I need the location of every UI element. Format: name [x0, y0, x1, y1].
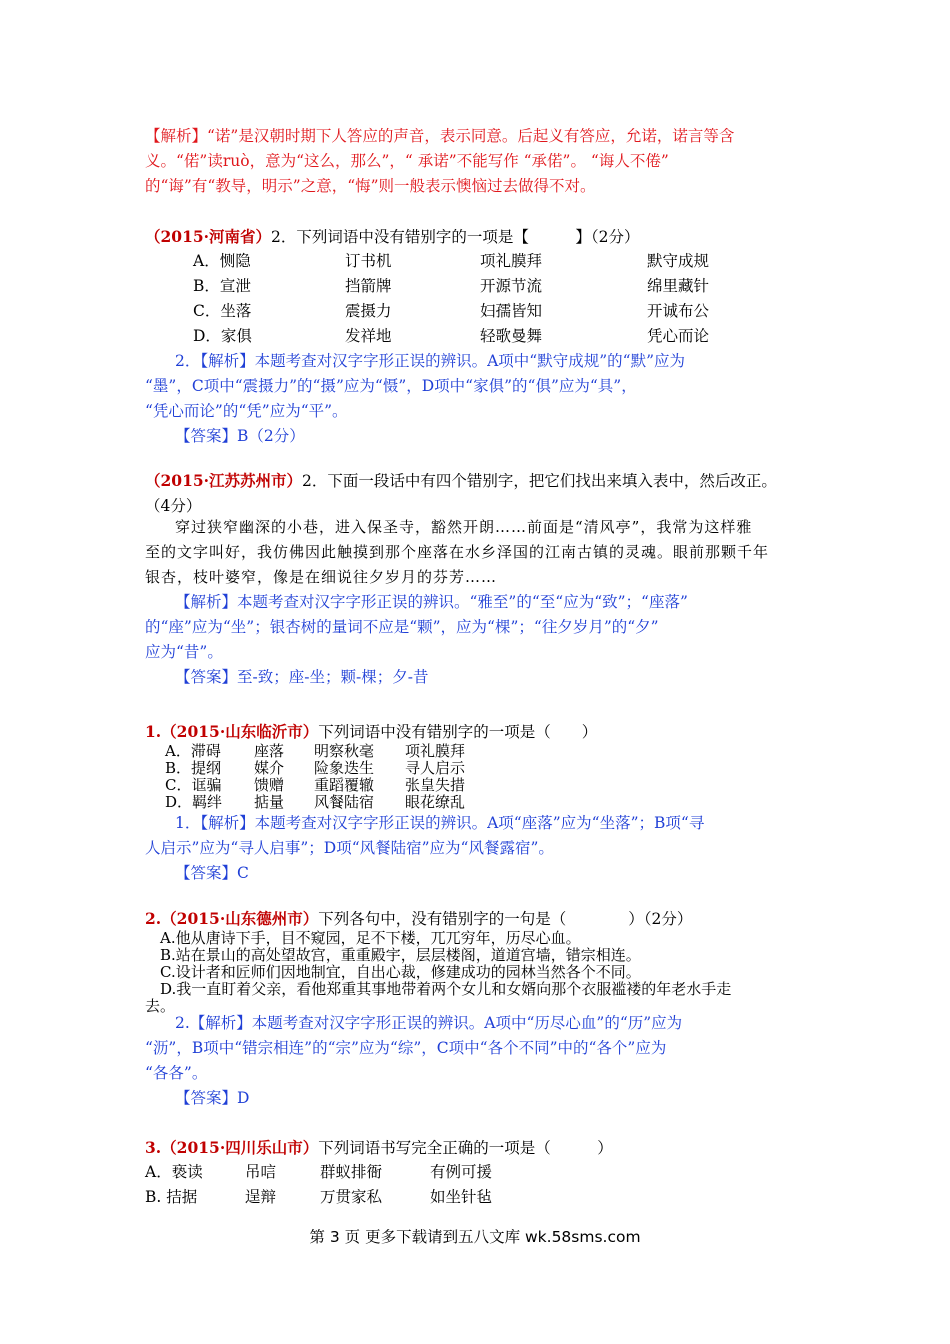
option-cell: D．家俱 [193, 327, 252, 345]
option-cell: 馈赠 [254, 776, 285, 794]
intro-analysis [145, 124, 734, 199]
option-line: B.站在景山的高处望故宫，重重殿宇，层层楼阁，道道宫墙，错宗相连。 [160, 946, 641, 964]
option-row [193, 249, 793, 274]
analysis-line: “凭心而论”的“凭”应为“平”。 [145, 402, 348, 420]
analysis-line: 2．【解析】本题考查对汉字字形正误的辨识。A项中“默守成规”的“默”应为 [175, 352, 686, 370]
henan-answer: 【答案】B（2分） [175, 427, 305, 445]
option-row [145, 1185, 645, 1210]
suzhou-answer: 【答案】至-致；座-坐；颗-棵；夕-昔 [175, 668, 429, 686]
question-source: 3.（2015·四川乐山市） [145, 1138, 319, 1157]
option-cell: C．诓骗 [165, 776, 222, 794]
question-source: 1.（2015·山东临沂市） [145, 722, 319, 741]
question-text: （4分） [145, 497, 202, 515]
option-cell: 有例可援 [430, 1163, 493, 1181]
question-text: 下列各句中，没有错别字的一句是（ ）（2分） [318, 910, 693, 928]
page-footer: 第 3 页 更多下载请到五八文库 wk.58sms.com [309, 1228, 641, 1246]
option-cell: D．羁绊 [165, 793, 223, 811]
option-line: C.设计者和匠师们因地制宜，自出心裁，修建成功的园林当然各个不同。 [160, 963, 641, 981]
option-cell: 座落 [254, 742, 285, 760]
analysis-line: “墨”，C项中“震摄力”的“摄”应为“慑”，D项中“家俱”的“俱”应为“具”， [145, 377, 637, 395]
question-source: 2.（2015·山东德州市） [145, 909, 319, 928]
option-cell: 绵里藏针 [647, 277, 710, 295]
analysis-line: 应为“昔”。 [145, 643, 223, 661]
question-text: 2．下面一段话中有四个错别字，把它们找出来填入表中，然后改正。 [302, 472, 777, 490]
option-line: 去。 [145, 997, 176, 1015]
option-cell: 项礼膜拜 [405, 742, 466, 760]
option-row [165, 777, 665, 794]
analysis-line: “沥”，B项中“错宗相连”的“宗”应为“综”，C项中“各个不同”中的“各个”应为 [145, 1039, 667, 1057]
option-cell: 张皇失措 [405, 776, 466, 794]
intro-line: 义。“偌”读ruò，意为“这么，那么”，“ 承诺”不能写作 “承偌”。 “诲人不倦” [145, 152, 669, 170]
linyi-analysis [145, 811, 704, 861]
question-leshan [145, 1135, 613, 1161]
option-cell: 眼花缭乱 [405, 793, 466, 811]
option-cell: 逞辩 [245, 1188, 277, 1206]
option-cell: 明察秋毫 [314, 742, 375, 760]
option-row [193, 274, 793, 299]
option-cell: 万贯家私 [320, 1188, 383, 1206]
question-text: 下列词语中没有错别字的一项是（ ） [318, 723, 598, 741]
option-cell: A．恻隐 [193, 252, 251, 270]
option-cell: 重蹈覆辙 [314, 776, 375, 794]
question-source: （2015·河南省） [145, 227, 272, 246]
analysis-line: 2.【解析】本题考查对汉字字形正误的辨识。A项中“历尽心血”的“历”应为 [175, 1014, 683, 1032]
suzhou-passage [145, 515, 769, 590]
passage-line: 银杏，枝叶婆窄，像是在细说往夕岁月的芬芳…… [145, 568, 498, 586]
option-row [145, 1160, 645, 1185]
analysis-line: 【解析】本题考查对汉字字形正误的辨识。“雅至”的“至“应为“致”；“座落” [175, 593, 688, 611]
question-suzhou [145, 468, 777, 519]
option-cell: 风餐陆宿 [314, 793, 375, 811]
option-cell: 吊唁 [245, 1163, 277, 1181]
passage-line: 穿过狭窄幽深的小巷，进入保圣寺，豁然开朗……前面是“清风亭”，我常为这样雅 [175, 518, 753, 536]
henan-analysis [145, 349, 685, 424]
analysis-line: 人启示”应为“寻人启事”；D项“风餐陆宿”应为“风餐露宿”。 [145, 839, 554, 857]
option-line: D.我一直盯着父亲，看他郑重其事地带着两个女儿和女婿向那个衣服褴褛的年老水手走 [160, 980, 732, 998]
option-cell: 险象迭生 [314, 759, 375, 777]
option-row [165, 794, 665, 811]
question-text: 2．下列词语中没有错别字的一项是【 】（2分） [271, 228, 640, 246]
question-henan [145, 224, 640, 250]
option-cell: C．坐落 [193, 302, 252, 320]
suzhou-analysis [145, 590, 688, 665]
passage-line: 至的文字叫好，我仿佛因此触摸到那个座落在水乡泽国的江南古镇的灵魂。眼前那颗千年 [145, 543, 770, 561]
intro-line: 的“诲”有“教导，明示”之意，“悔”则一般表示懊恼过去做得不对。 [145, 177, 596, 195]
option-row [193, 299, 793, 324]
analysis-line: 的“座”应为“坐”；银杏树的量词不应是“颗”，应为“棵”；“往夕岁月”的“夕” [145, 618, 659, 636]
option-row [165, 760, 665, 777]
option-cell: 开源节流 [480, 277, 543, 295]
intro-line: 【解析】“诺”是汉朝时期下人答应的声音，表示同意。后起义有答应，允诺，诺言等含 [145, 127, 735, 145]
question-source: （2015·江苏苏州市） [145, 471, 303, 490]
option-row [165, 743, 665, 760]
option-cell: 媒介 [254, 759, 285, 777]
dezhou-analysis [145, 1011, 682, 1086]
option-cell: 开诚布公 [647, 302, 710, 320]
option-row [193, 324, 793, 349]
option-cell: 如坐针毡 [430, 1188, 493, 1206]
option-line: A.他从唐诗下手，目不窥园，足不下楼，兀兀穷年，历尽心血。 [160, 929, 581, 947]
option-cell: 掂量 [254, 793, 285, 811]
dezhou-answer: 【答案】D [175, 1089, 250, 1107]
option-cell: B．宣泄 [193, 277, 251, 295]
option-cell: 群蚁排衙 [320, 1163, 383, 1181]
option-cell: 默守成规 [647, 252, 710, 270]
linyi-answer: 【答案】C [175, 864, 249, 882]
option-cell: 凭心而论 [647, 327, 710, 345]
option-cell: A．滞碍 [165, 742, 221, 760]
analysis-line: “各各”。 [145, 1064, 208, 1082]
option-cell: A．亵读 [145, 1163, 203, 1181]
option-cell: 挡箭牌 [345, 277, 392, 295]
analysis-line: 1．【解析】本题考查对汉字字形正误的辨识。A项“座落”应为“坐落”；B项“寻 [175, 814, 705, 832]
option-cell: B. 拮据 [145, 1188, 198, 1206]
option-cell: 轻歌曼舞 [480, 327, 543, 345]
option-cell: 项礼膜拜 [480, 252, 543, 270]
option-cell: 震摄力 [345, 302, 392, 320]
option-cell: 订书机 [345, 252, 392, 270]
option-cell: 发祥地 [345, 327, 392, 345]
option-cell: 寻人启示 [405, 759, 466, 777]
question-text: 下列词语书写完全正确的一项是（ ） [318, 1139, 613, 1157]
option-cell: B．提纲 [165, 759, 222, 777]
option-cell: 妇孺皆知 [480, 302, 543, 320]
